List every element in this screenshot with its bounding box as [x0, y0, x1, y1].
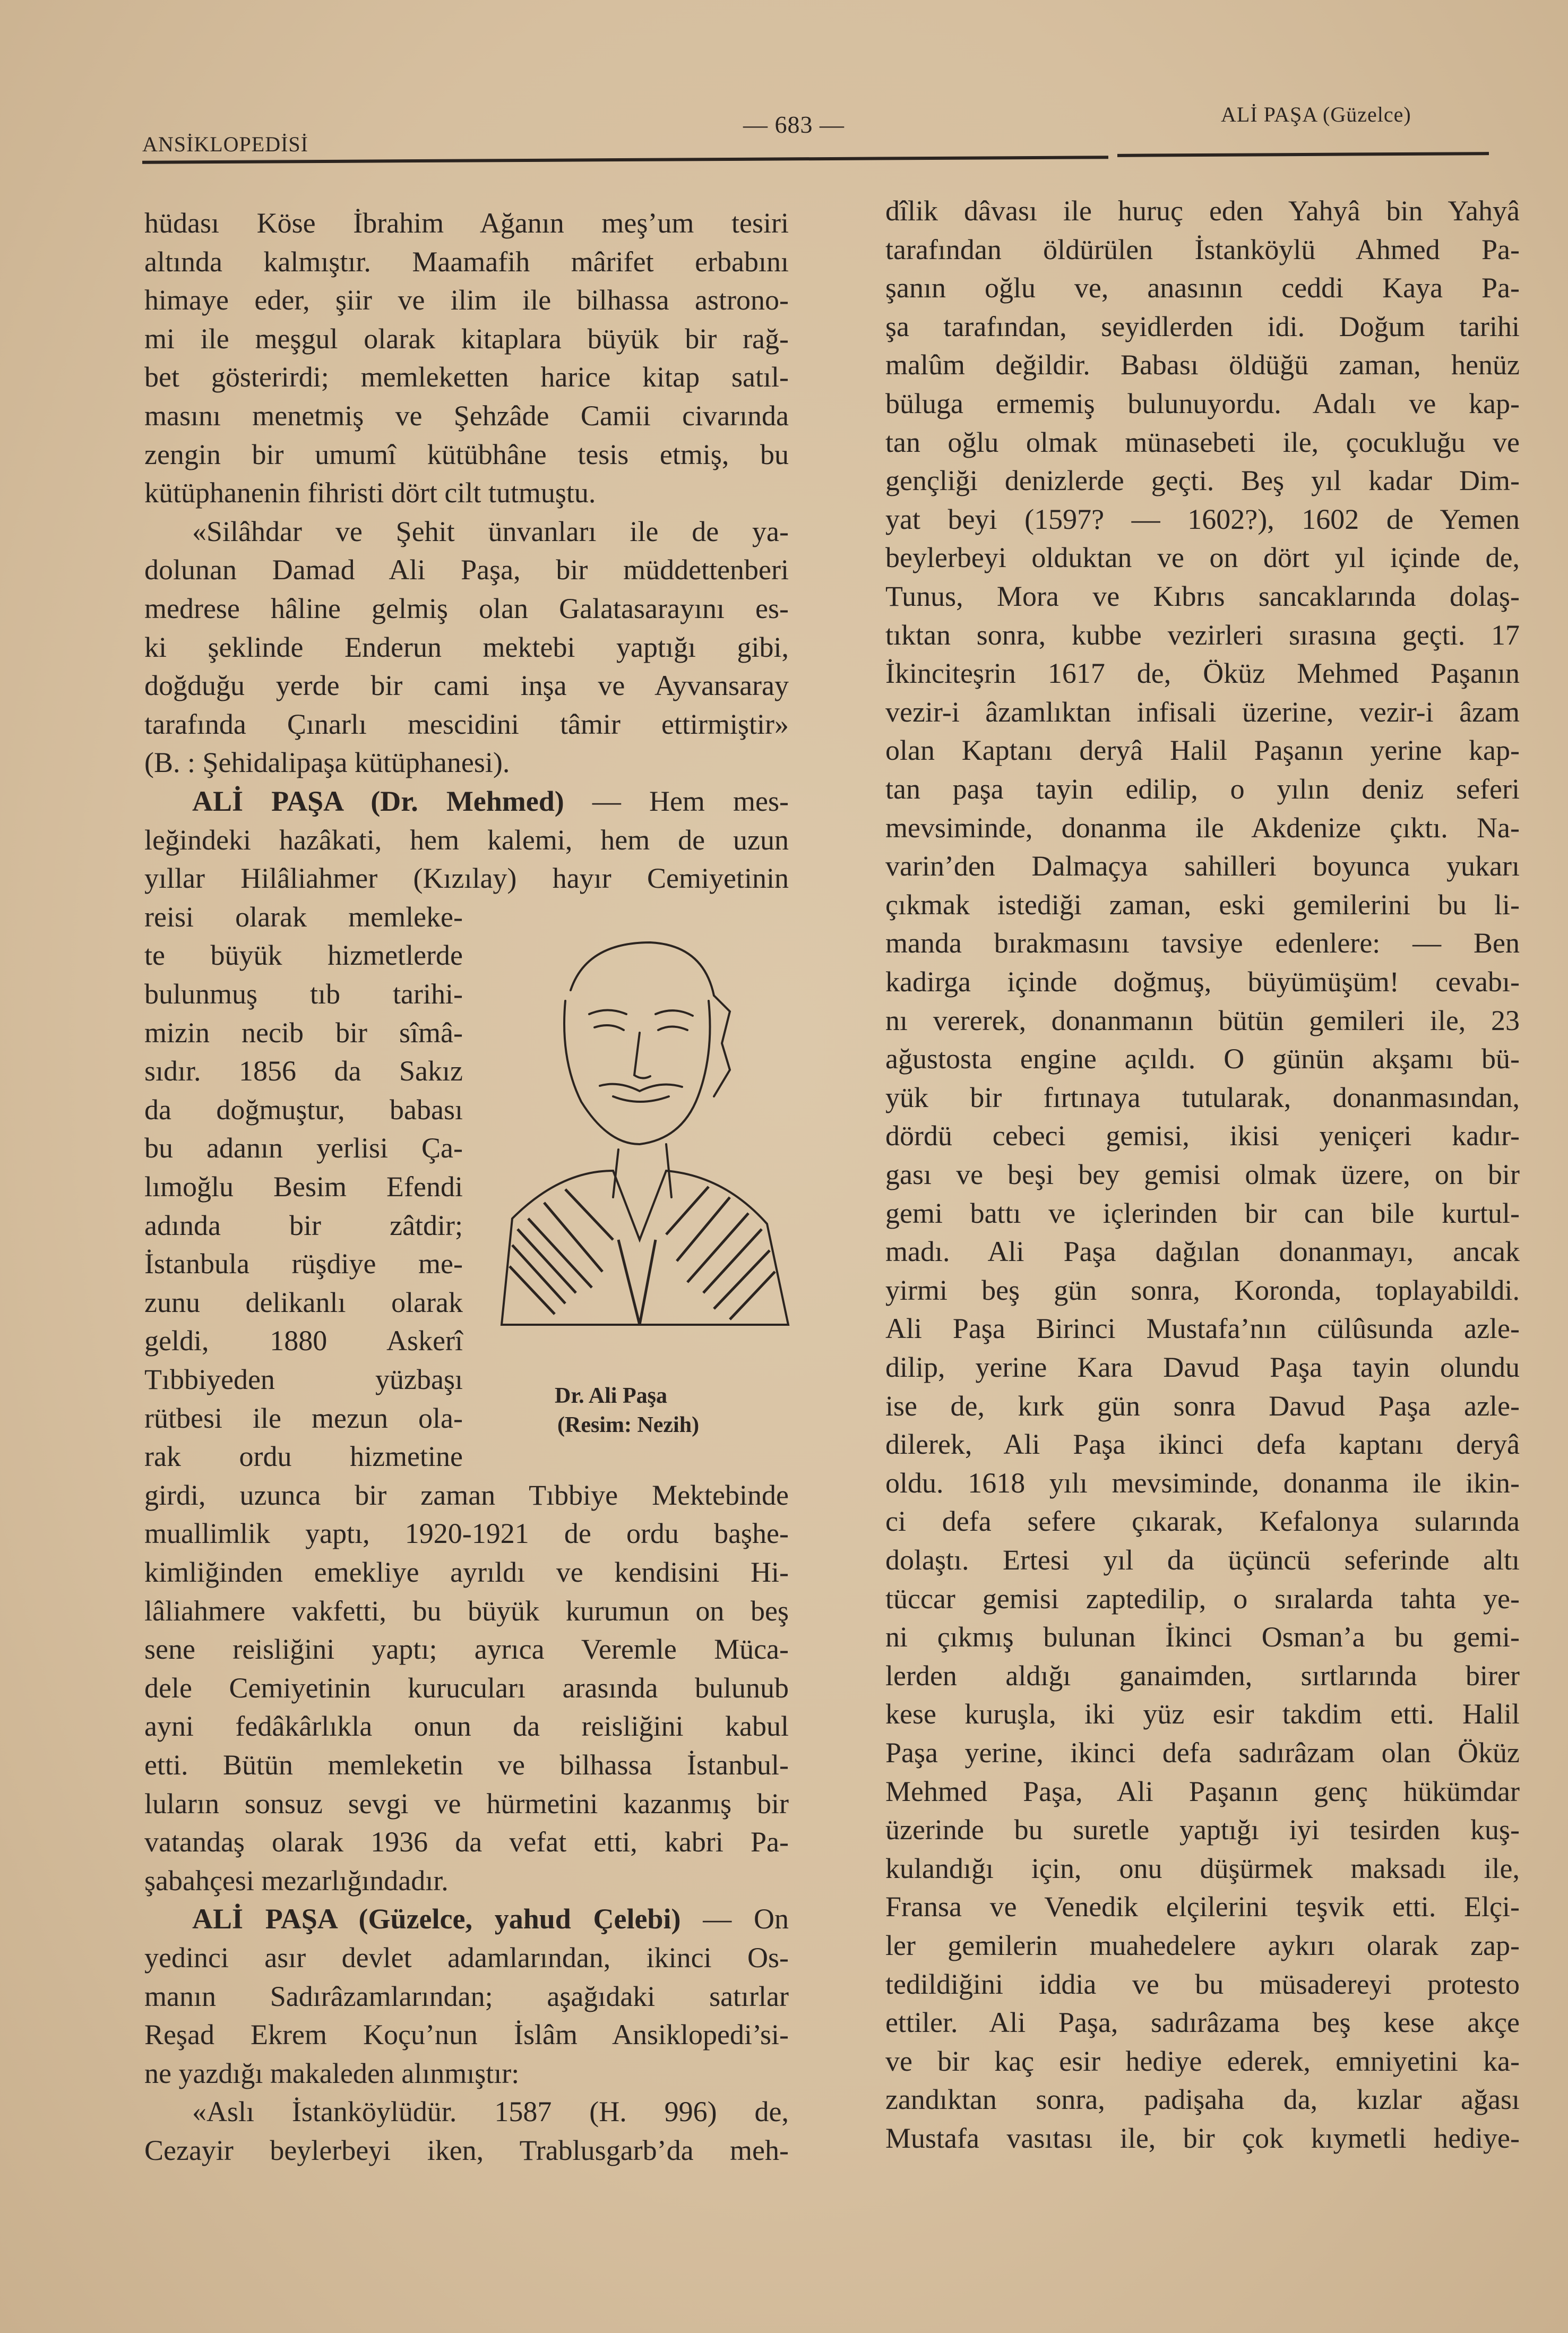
line-text: yedinci asır devlet adamlarından, ikinci Os- — [144, 1942, 789, 1974]
text-line — [885, 1156, 1520, 1193]
text-line — [144, 320, 789, 357]
text-line — [144, 436, 789, 473]
line-text: vezir-i âzamlıktan infisali üzerine, vezir-i âzam — [885, 696, 1520, 728]
line-text: yük bir fırtınaya tutularak, donanmasından, — [885, 1081, 1520, 1113]
text-line — [885, 1079, 1520, 1116]
line-text: dele Cemiyetinin kurucuları arasında bulunub — [144, 1671, 789, 1704]
text-line — [885, 385, 1520, 422]
line-text: yirmi beş gün sonra, Koronda, toplayabildi. — [885, 1274, 1520, 1306]
line-text: muallimlik yaptı, 1920-1921 de ordu başhe- — [144, 1517, 789, 1550]
text-line — [885, 770, 1520, 808]
line-text: şanın oğlu ve, anasının ceddi Kaya Pa- — [885, 272, 1520, 304]
text-line — [144, 1862, 789, 1899]
text-line — [144, 2132, 789, 2169]
line-text: Reşad Ekrem Koçu’nun İslâm Ansiklopedi’si- — [144, 2019, 789, 2051]
text-line — [144, 1168, 463, 1205]
line-text: gası ve beşi bey gemisi olmak üzere, on bir — [885, 1159, 1520, 1190]
line-text: manda bırakmasını tavsiye edenlere: — Ben — [885, 927, 1520, 959]
text-line — [144, 706, 789, 743]
line-text: kese kuruşla, iki yüz esir takdim etti. Halil — [885, 1698, 1520, 1730]
text-line — [144, 1438, 463, 1475]
text-line — [885, 1618, 1520, 1656]
line-text: dîlik dâvası ile huruç eden Yahyâ bin Yahyâ — [885, 195, 1520, 227]
line-text: masını menetmiş ve Şehzâde Camii civarında — [144, 400, 789, 432]
text-line — [885, 1387, 1520, 1425]
line-text: Mehmed Paşa, Ali Paşanın genç hükümdar — [885, 1775, 1520, 1807]
text-line — [144, 243, 789, 280]
line-text: sene reisliğini yaptı; ayrıca Veremle Müca- — [144, 1633, 789, 1666]
line-text: manın Sadırâzamlarından; aşağıdaki satırlar — [144, 1980, 789, 2012]
line-text: mizin necib bir sîmâ- — [144, 1016, 463, 1049]
line-text: — Hem mes- — [564, 785, 789, 817]
text-line — [144, 1245, 463, 1282]
entry-heading: ALİ PAŞA (Güzelce, yahud Çelebi) — [192, 1903, 681, 1935]
running-head-right: ALİ PAŞA (Güzelce) — [1221, 102, 1411, 126]
line-text: girdi, uzunca bir zaman Tıbbiye Mektebinde — [144, 1479, 789, 1511]
text-line — [885, 1117, 1520, 1154]
text-line — [144, 358, 789, 396]
header-rule-right — [1117, 152, 1489, 157]
text-line — [885, 1233, 1520, 1270]
line-text: lâliahmere vakfetti, bu büyük kurumun on beş — [144, 1594, 789, 1627]
line-text: te büyük hizmetlerde — [144, 939, 463, 972]
line-text: şabahçesi mezarlığındadır. — [144, 1864, 449, 1897]
entry-heading: ALİ PAŞA (Dr. Mehmed) — [192, 785, 564, 817]
line-text: (B. : Şehidalipaşa kütüphanesi). — [144, 747, 510, 779]
line-text: beylerbeyi olduktan ve on dört yıl içinde de, — [885, 542, 1520, 574]
line-text: gençliği denizlerde geçti. Beş yıl kadar Dim- — [885, 465, 1520, 497]
line-text: adında bir zâtdir; — [144, 1209, 463, 1241]
text-line — [885, 963, 1520, 1000]
text-line — [144, 1631, 789, 1668]
text-line — [144, 898, 463, 936]
line-text: Cezayir beylerbeyi iken, Trablusgarb’da meh- — [144, 2134, 789, 2166]
line-text: Mustafa vasıtası ile, bir çok kıymetli hediye- — [885, 2122, 1520, 2154]
line-text: ettiler. Ali Paşa, sadırâzama beş kese akçe — [885, 2006, 1520, 2039]
line-text: hüdası Köse İbrahim Ağanın meş’um tesiri — [144, 207, 789, 239]
text-line — [885, 1657, 1520, 1694]
line-text: Ali Paşa Birinci Mustafa’nın cülûsunda azle- — [885, 1313, 1520, 1345]
line-text: medrese hâline gelmiş olan Galatasarayını es- — [144, 593, 789, 624]
line-text: ler gemilerin muahedelere aykırı olarak zap- — [885, 1929, 1520, 1961]
line-text: reisi olarak memleke- — [144, 900, 463, 933]
portrait-illustration — [480, 921, 799, 1378]
text-line — [144, 1129, 463, 1166]
text-line — [144, 1361, 463, 1398]
text-line — [144, 1091, 463, 1128]
line-text: Fransa ve Venedik elçilerini teşvik etti. Elçi- — [885, 1891, 1520, 1923]
text-line — [144, 2055, 789, 2092]
line-text: mevsiminde, donanma ile Akdenize çıktı. Na- — [885, 811, 1520, 844]
line-text: oldu. 1618 yılı mevsiminde, donanma ile ikin- — [885, 1466, 1520, 1499]
line-text: tan oğlu olmak münasebeti ile, çocukluğu ve — [885, 426, 1520, 458]
text-line — [144, 1014, 463, 1051]
line-text: ci defa sefere çıkarak, Kefalonya sularında — [885, 1505, 1520, 1538]
text-line — [144, 1207, 463, 1244]
line-text: kulandığı için, onu düşürmek maksadı ile, — [885, 1852, 1520, 1884]
line-text: rak ordu hizmetine — [144, 1440, 463, 1473]
line-text: rütbesi ile mezun ola- — [144, 1402, 463, 1434]
line-text: geldi, 1880 Askerî — [144, 1325, 463, 1357]
text-line — [885, 2081, 1520, 2118]
line-text: gemi battı ve içlerinden bir can bile kurtul- — [885, 1197, 1520, 1229]
line-text: dördü cebeci gemisi, ikisi yeniçeri kadır- — [885, 1120, 1520, 1152]
line-text: ki şeklinde Enderun mektebi yaptığı gibi, — [144, 631, 789, 663]
line-text: ne yazdığı makaleden alınmıştır: — [144, 2057, 520, 2089]
text-line — [885, 231, 1520, 268]
text-line — [144, 821, 789, 859]
text-line — [144, 1746, 789, 1783]
text-line — [144, 1978, 789, 2015]
line-text: büluga ermemiş bulunuyordu. Adalı ve kap- — [885, 388, 1520, 419]
header-rule-left — [142, 156, 1108, 164]
text-line — [144, 1477, 789, 1514]
text-line — [885, 1850, 1520, 1887]
page-number: — 683 — — [743, 111, 845, 138]
text-line — [885, 1503, 1520, 1540]
line-text: tarafından öldürülen İstanköylü Ahmed Pa- — [885, 233, 1520, 265]
text-line — [144, 1554, 789, 1591]
text-line — [144, 551, 789, 588]
text-line — [885, 1811, 1520, 1848]
text-line — [144, 744, 789, 781]
text-line — [885, 655, 1520, 692]
line-text: «Silâhdar ve Şehit ünvanları ile de ya- — [192, 515, 789, 547]
text-line — [885, 501, 1520, 538]
line-text: zengin bir umumî kütübhâne tesis etmiş, bu — [144, 438, 789, 470]
line-text: Paşa yerine, ikinci defa sadırâzam olan Öküz — [885, 1737, 1520, 1769]
line-text: etti. Bütün memleketin ve bilhassa İstanbul- — [144, 1749, 789, 1781]
line-text: tedildiğini iddia ve bu müsadereyi protesto — [885, 1968, 1520, 2000]
line-text: dolaştı. Ertesi yıl da üçüncü seferinde altı — [885, 1544, 1520, 1576]
line-text: ağustosta engine açıldı. O günün akşamı bü- — [885, 1043, 1520, 1075]
line-text: doğduğu yerde bir cami inşa ve Ayvansaray — [144, 670, 789, 702]
line-text: İstanbula rüşdiye me- — [144, 1248, 463, 1280]
text-line — [144, 1592, 789, 1629]
line-text: ni çıkmış bulunan İkinci Osman’a bu gemi- — [885, 1621, 1520, 1653]
text-line — [144, 397, 789, 434]
text-line — [885, 1773, 1520, 1810]
text-line — [885, 1272, 1520, 1309]
line-text: zandıktan sonra, padişaha da, kızlar ağası — [885, 2083, 1520, 2116]
text-line — [144, 474, 789, 511]
text-line — [885, 924, 1520, 962]
text-line — [885, 1966, 1520, 2003]
line-text: mi ile meşgul olarak kitaplara büyük bir rağ- — [144, 322, 789, 355]
text-line — [144, 204, 789, 242]
text-line — [144, 1939, 789, 1976]
text-line — [885, 424, 1520, 461]
line-text: ayni fedâkârlıkla onun da reisliğini kabul — [144, 1710, 789, 1743]
text-line — [885, 1927, 1520, 1964]
text-line — [144, 1284, 463, 1321]
text-line — [885, 346, 1520, 383]
text-line — [144, 1400, 463, 1437]
text-line — [144, 1708, 789, 1745]
text-line — [885, 732, 1520, 769]
text-line — [885, 192, 1520, 229]
text-line — [885, 308, 1520, 345]
text-line — [144, 590, 789, 627]
text-line — [885, 1349, 1520, 1386]
line-text: bet gösterirdi; memleketten harice kitap satıl- — [144, 361, 789, 393]
line-text: sıdır. 1856 da Sakız — [144, 1055, 463, 1087]
text-line — [885, 269, 1520, 306]
text-line — [885, 578, 1520, 615]
line-text: kütüphanenin fihristi dört cilt tutmuştu. — [144, 477, 596, 509]
figure-caption-credit: (Resim: Nezih) — [557, 1413, 700, 1437]
line-text: bu adanın yerlisi Ça- — [144, 1132, 463, 1164]
text-line — [192, 2093, 789, 2130]
text-line — [144, 2016, 789, 2053]
text-line — [144, 1823, 789, 1860]
text-line — [885, 847, 1520, 885]
line-text: zunu delikanlı olarak — [144, 1286, 463, 1318]
line-text: ise de, kırk gün sonra Davud Paşa azle- — [885, 1389, 1520, 1422]
text-line — [885, 2004, 1520, 2041]
text-line — [885, 809, 1520, 846]
text-line — [885, 1310, 1520, 1347]
line-text: altında kalmıştır. Maamafih mârifet erbabını — [144, 245, 789, 278]
text-line — [885, 1002, 1520, 1039]
line-text: tüccar gemisi zaptedilip, o sıralarda tahta ye- — [885, 1582, 1520, 1615]
line-text: olan Kaptanı deryâ Halil Paşanın yerine kap- — [885, 734, 1520, 767]
line-text: lerden aldığı ganaimden, sırtlarında birer — [885, 1659, 1520, 1692]
text-line — [144, 1322, 463, 1359]
line-text: Tıbbiyeden yüzbaşı — [144, 1363, 463, 1395]
line-text: nı vererek, donanmanın bütün gemileri ile, 23 — [885, 1004, 1520, 1036]
text-line — [144, 1669, 789, 1706]
line-text: yat beyi (1597? — 1602?), 1602 de Yemen — [885, 503, 1520, 535]
text-line — [192, 513, 789, 550]
line-text: dilip, yerine Kara Davud Paşa tayin olundu — [885, 1351, 1520, 1383]
line-text: kimliğinden emekliye ayrıldı ve kendisini Hi- — [144, 1556, 789, 1588]
line-text: — On — [680, 1903, 789, 1935]
line-text: tan paşa tayin edilip, o yılın deniz seferi — [885, 773, 1520, 805]
line-text: leğindeki hazâkati, hem kalemi, hem de uzun — [144, 824, 789, 856]
line-text: himaye eder, şiir ve ilim ile bilhassa astrono- — [144, 284, 789, 316]
line-text: luların sonsuz sevgi ve hürmetini kazanmış bir — [144, 1787, 789, 1820]
text-line — [885, 1541, 1520, 1579]
running-head-left: ANSİKLOPEDİSİ — [142, 132, 308, 156]
text-line — [144, 667, 789, 704]
text-line — [885, 1734, 1520, 1771]
text-line — [885, 1888, 1520, 1925]
line-text: İkinciteşrin 1617 de, Öküz Mehmed Paşanın — [885, 657, 1520, 690]
line-text: tarafında Çınarlı mescidini tâmir ettirmiştir» — [144, 708, 789, 740]
text-line — [144, 975, 463, 1013]
text-line — [144, 1785, 789, 1822]
line-text: çıkmak istediği zaman, eski gemilerini bu li- — [885, 888, 1520, 921]
line-text: kadirga içinde doğmuş, büyümüşüm! cevabı- — [885, 966, 1520, 998]
line-text: lımoğlu Besim Efendi — [144, 1171, 463, 1203]
text-line — [885, 462, 1520, 499]
line-text: Tunus, Mora ve Kıbrıs sancaklarında dolaş- — [885, 580, 1520, 612]
line-text: vatandaş olarak 1936 da vefat etti, kabri Pa- — [144, 1826, 789, 1858]
line-text: tıktan sonra, kubbe vezirleri sırasına geçti. 17 — [885, 619, 1520, 651]
line-text: dilerek, Ali Paşa ikinci defa kaptanı deryâ — [885, 1428, 1520, 1461]
text-line — [885, 1426, 1520, 1463]
text-line — [885, 1195, 1520, 1232]
line-text: madı. Ali Paşa dağılan donanmayı, ancak — [885, 1236, 1520, 1268]
text-line — [144, 860, 789, 897]
figure-caption-name: Dr. Ali Paşa — [555, 1384, 667, 1408]
text-line — [885, 886, 1520, 923]
line-text: dolunan Damad Ali Paşa, bir müddettenberi — [144, 554, 789, 586]
text-line — [885, 1464, 1520, 1502]
line-text: «Aslı İstanköylüdür. 1587 (H. 996) de, — [192, 2096, 789, 2128]
text-line — [885, 1695, 1520, 1732]
text-line — [885, 1040, 1520, 1077]
text-line — [885, 1580, 1520, 1617]
line-text: malûm değildir. Babası öldüğü zaman, henüz — [885, 349, 1520, 381]
line-text: üzerinde bu suretle yaptığı iyi tesirden kuş- — [885, 1814, 1520, 1846]
line-text: yıllar Hilâliahmer (Kızılay) hayır Cemiyetinin — [144, 862, 789, 895]
text-line — [885, 616, 1520, 654]
text-line — [885, 693, 1520, 731]
text-line — [144, 937, 463, 974]
text-line — [885, 2120, 1520, 2157]
line-text: da doğmuştur, babası — [144, 1093, 463, 1126]
line-text: ve bir kaç esir hediye ederek, emniyetini ka- — [885, 2045, 1520, 2077]
line-text: varin’den Dalmaçya sahilleri boyunca yukarı — [885, 850, 1520, 882]
text-line — [192, 783, 789, 820]
text-line — [192, 1900, 789, 1937]
text-line — [885, 539, 1520, 576]
text-line — [144, 1052, 463, 1090]
text-line — [885, 2043, 1520, 2080]
text-line — [144, 281, 789, 319]
line-text: şa tarafından, seyidlerden idi. Doğum tarihi — [885, 310, 1520, 342]
line-text: bulunmuş tıb tarihi- — [144, 978, 463, 1010]
text-line — [144, 1515, 789, 1552]
text-line — [144, 629, 789, 666]
